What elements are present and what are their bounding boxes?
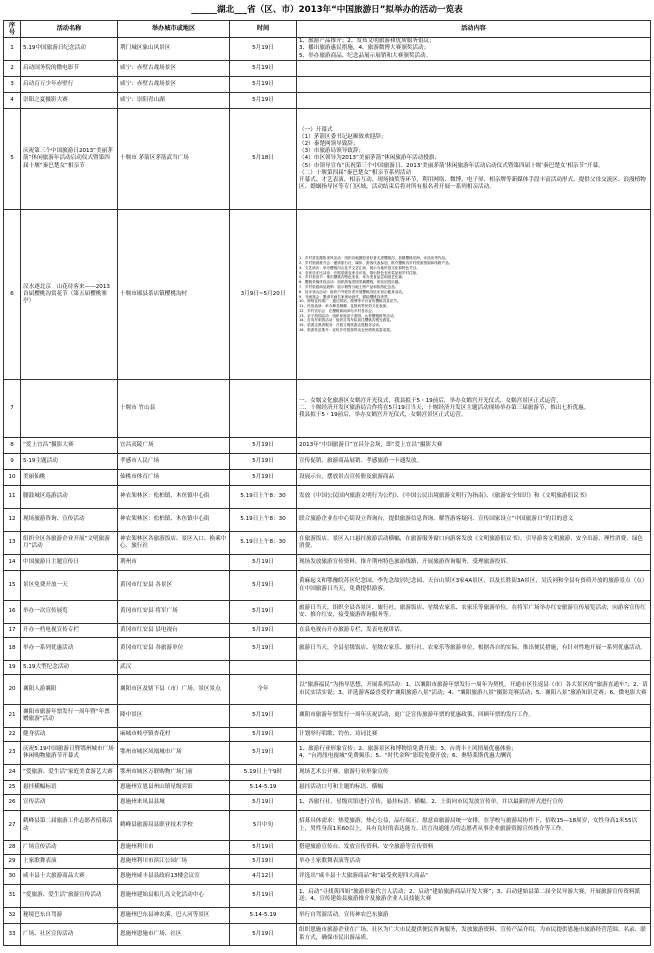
content-line: 12、乡村音乐会：在樱桃林间举办乡村音乐会。: [299, 308, 376, 313]
row-number: 11: [4, 486, 21, 509]
host-city: 恩施州利川市: [118, 841, 230, 855]
activity-time: 5月18日: [230, 109, 297, 210]
activity-time: 5月19日: [230, 795, 297, 811]
host-city: 十堰市 竹山县: [118, 380, 230, 438]
activity-name: 举办一次宣传展览: [21, 601, 118, 624]
activity-time: 5月19日: [230, 841, 297, 855]
content-line: 举行自驾游活动，宣传神农巴东旅游: [299, 911, 389, 918]
table-row: [4, 869, 651, 885]
table-row: [4, 210, 651, 380]
table-row: [4, 924, 651, 946]
content-line: 一、女娲文化旅游区女娲宫开光仪式，我县拟于5・19前后，举办女娲宫开光仪式，女娲宫景区正式运营。: [299, 397, 562, 404]
activity-name: 庆祝第三个中国旅游日2013“美丽茅箭”休闲旅游年活动启动仪式暨第四届十堰“秦巴楚女”相亲节: [21, 109, 118, 210]
activity-content: [297, 38, 651, 61]
activity-name: 宣传活动: [21, 795, 118, 811]
activity-name: 秘境巴东自驾游: [21, 908, 118, 924]
activity-name: 景区免费开放一天: [21, 571, 118, 601]
content-line: 在县电视台开办旅游专栏，发表电视讲话。: [299, 626, 406, 633]
activity-name: 庆祝5.19中国旅游日暨鄂州城市广场休闲购物旅游节开幕式: [21, 742, 118, 765]
row-number: 9: [4, 454, 21, 470]
activity-content: [297, 532, 651, 555]
activity-time: 5月19日: [230, 93, 297, 109]
content-line: 评选出“咸丰县十大旅游商品”和“最受欢迎四大商品”: [299, 872, 429, 879]
host-city: 隆中景区: [118, 705, 230, 728]
content-line: 10、网络宣传推广：通过网站、微博等平台宣传樱桃沟赏花节。: [299, 299, 401, 304]
col-header-activity-content: 活动内容: [297, 21, 651, 38]
row-number: 22: [4, 728, 21, 742]
table-row: [4, 728, 651, 742]
activity-content: [297, 855, 651, 869]
activity-time: 5月19日: [230, 77, 297, 93]
table-row: [4, 795, 651, 811]
host-city: 鄂州市城区万联购物广场门前: [118, 765, 230, 781]
content-line: （一）开幕式: [299, 126, 333, 133]
activity-name: 5·19主题活动: [21, 454, 118, 470]
host-city: 神农架林区各旅游饭店、景区入口、换乘中心、旅行社: [118, 532, 230, 555]
row-number: 6: [4, 210, 21, 380]
activity-time: 5月19日: [230, 742, 297, 765]
row-number: 28: [4, 841, 21, 855]
row-number: 29: [4, 855, 21, 869]
host-city: 襄阳市区及辖下县（市）广场、景区景点: [118, 675, 230, 705]
activity-name: “爱上宜昌”摄影大赛: [21, 438, 118, 454]
host-city: 荆州市: [118, 555, 230, 571]
activity-content: [297, 742, 651, 765]
activity-content: [297, 555, 651, 571]
host-city: 恩施州恩施市广场、社区: [118, 924, 230, 946]
host-city: 黄冈市红安县 县电视台: [118, 624, 230, 638]
content-line: 4、“台湾纽电视城”免费频乐；5、“时代金辉”影院免费开放；6、奥特莱斯优惠大酬宾: [299, 753, 512, 759]
activity-name: 汉水逐北京 山花待客来——2013首届樱桃沟赏花节（第五届樱桃寨亭）: [21, 210, 118, 380]
content-line: 黄麻起义和鄂豫皖苏区纪念园、李先念故居纪念园、天台山景区3家4A景区，以及长胜街3A景区、吴氏祠和全县有资质开放的旅游景点（点）在中国旅游日当天，免费提供游客。: [299, 578, 648, 592]
table-row: [4, 93, 651, 109]
host-city: 恩施州利川市滨江公园广场: [118, 855, 230, 869]
activity-name: 咸丰县十大旅游商品大赛: [21, 869, 118, 885]
row-number: 26: [4, 795, 21, 811]
row-number: 14: [4, 555, 21, 571]
activity-time: 全年: [230, 675, 297, 705]
table-row: [4, 781, 651, 795]
activity-content: [297, 638, 651, 661]
table-row: [4, 532, 651, 555]
activity-content: [297, 470, 651, 486]
row-number: 23: [4, 742, 21, 765]
table-row: [4, 638, 651, 661]
activity-name: 现场旅游咨询、宣传活动: [21, 509, 118, 532]
content-line: 1、启动“寻找黄四姐”旅游形象代言人活动；2、启动“建始旅游商品开发大赛”；3、启动建始县第二届全民导游大赛，开展旅游宣传资料派送；4、宣传建始县旅游推介及旅游企业人员技能大赛: [299, 888, 641, 902]
host-city: 恩施州来凤县县城: [118, 795, 230, 811]
content-line: 举办土家歌舞表演等活动: [299, 857, 361, 864]
host-city: 黄冈市红安县 各景区: [118, 571, 230, 601]
activity-content: [297, 454, 651, 470]
row-number: 5: [4, 109, 21, 210]
activity-name: 襄阳人游襄阳: [21, 675, 118, 705]
host-city: 咸宁：崇阳青山湖: [118, 93, 230, 109]
table-row: [4, 109, 651, 210]
activity-content: [297, 380, 651, 438]
table-row: [4, 811, 651, 841]
activity-name: [21, 380, 118, 438]
content-line: 悬挂活动口号和主题的标语、横幅: [299, 783, 383, 790]
activity-name: 5.19中国旅游日纪念活动: [21, 38, 118, 61]
content-line: 组织恩施市旅游企业在广场、社区为广大市民提供便民咨询服务，发放旅游资料、宣传产品介绍，为市民提供恩施市旅游经营范围、名录、联系方式，确保市民出游品质。: [299, 927, 646, 941]
host-city: 鄂州市城区凤凰城市广场: [118, 742, 230, 765]
host-city: 仙桃市体育广场: [118, 470, 230, 486]
host-city: 麻城市岐亭镇杏花村: [118, 728, 230, 742]
activity-time: 5.19日上午8：30: [230, 532, 297, 555]
row-number: 8: [4, 438, 21, 454]
table-row: [4, 885, 651, 908]
activity-name: 广场、社区宣传活动: [21, 924, 118, 946]
table-row: [4, 509, 651, 532]
host-city: 黄冈市红安县 各旅游单位: [118, 638, 230, 661]
activity-content: [297, 885, 651, 908]
table-row: [4, 571, 651, 601]
row-number: 20: [4, 675, 21, 705]
row-number: 4: [4, 93, 21, 109]
table-row: [4, 705, 651, 728]
content-line: 设展示台，摆放景点宣传册及旅游商品: [299, 473, 395, 480]
activity-content: [297, 210, 651, 380]
activity-content: [297, 728, 651, 742]
row-number: 31: [4, 885, 21, 908]
row-number: 12: [4, 509, 21, 532]
content-line: 13、亲子游园活动：组织家庭亲子游园、认养樱桃树等活动。: [299, 313, 398, 318]
activity-time: 5月19日: [230, 470, 297, 486]
activity-time: 5月中旬: [230, 811, 297, 841]
activity-time: 5月19日: [230, 571, 297, 601]
activity-content: [297, 77, 651, 93]
row-number: 25: [4, 781, 21, 795]
host-city: 宜昌夷陵广场: [118, 438, 230, 454]
activity-name: 健身活动: [21, 728, 118, 742]
content-line: 以“旅游福民”为指导思想，开展系列活动：1、以襄阳市旅游年票发行一周年为契机，开通市区往返县（市）各大景区的“旅游直通车”；2、请市民实话实说；3、评选游客最喜爱的“襄阳旅游八景”活动；4、“襄阳旅游八景”摄影竞赛活动；5、襄阳八景”旅游知识竞赛；6、微电影大赛: [299, 682, 648, 696]
col-header-activity-name: 活动名称: [21, 21, 118, 38]
activity-time: 5.19日上午8：30: [230, 509, 297, 532]
host-city: 恩施州宣恩县州山镇星级宾馆: [118, 781, 230, 795]
content-line: 发放《中国公民国内旅游文明行为公约》、《中国公民出境旅游文明行为指南》、《旅游安全知识》和《文明旅游倡议书》: [299, 493, 590, 500]
activity-time: 5月19日: [230, 705, 297, 728]
content-line: 宣传促销、旅游商品展销、孝感旅游一卡通发放。: [299, 457, 423, 464]
content-line: 开幕式、才艺表演、相亲互动、现场抽奖等环节，利用网络、微博、电子屏、相亲牌等新媒体手段丰富活动形式，提供父母交流区、浪漫植物区、婚姻指导区等专门区域。活动结束后将对所有报名者开展一系列相亲活动。: [299, 177, 646, 191]
content-line: 1、乡村赏花摄影采风活动：组织各地摄影爱好者走进樱桃沟，拍摄樱桃花海，评选优秀作品。: [299, 256, 449, 261]
activity-time: 5.19日上午9时: [230, 765, 297, 781]
row-number: 19: [4, 661, 21, 675]
activity-name: 组织全区各旅游企业开展“文明旅游月”活动: [21, 532, 118, 555]
activity-name: 鹤峰县第二届旅游工作志愿者招募活动: [21, 811, 118, 841]
activity-name: 5.19大型纪念活动: [21, 661, 118, 675]
activity-content: [297, 924, 651, 946]
table-row: [4, 61, 651, 77]
table-row: [4, 855, 651, 869]
content-line: 搭建旅游宣传台、发放宣传资料、安全旅游等宣传资料: [299, 843, 434, 850]
content-line: 2013年“中国旅游日”宜昌分会场，即“爱上宜昌”摄影大赛: [299, 441, 443, 448]
table-row: [4, 624, 651, 638]
activity-time: 5月19日: [230, 601, 297, 624]
activity-content: [297, 781, 651, 795]
col-header-time: 时间: [230, 21, 297, 38]
content-line: 2、乡村旅游推介会：邀请旅行社、媒体、游客代表参加，推介樱桃沟乡村旅游资源和线路产品。: [299, 260, 453, 265]
content-line: 16、旅游扶贫推介：宣传乡村旅游带动农民增收致富成果。: [299, 328, 394, 333]
activity-time: 5月19日: [230, 638, 297, 661]
content-line: 现场艺术公开赛，旅游行业形象宣传: [299, 768, 389, 775]
row-number: 2: [4, 61, 21, 77]
activity-content: [297, 675, 651, 705]
activity-name: 举办一系列优惠活动: [21, 638, 118, 661]
host-city: 十堰市 茅箭区茅箭武当广场: [118, 109, 230, 210]
row-number: 18: [4, 638, 21, 661]
content-line: （3）市旅游局领导致辞；: [299, 148, 365, 155]
content-line: （4）市区领导为2013“美丽茅箭”休闲旅游年活动授旗；: [299, 155, 441, 162]
activity-name: 广场宣传活动: [21, 841, 118, 855]
table-body: [4, 38, 651, 946]
activity-name: 腰鼓城区巡游活动: [21, 486, 118, 509]
activity-name: “爱旅游、爱生活”家庭美食游艺大赛: [21, 765, 118, 781]
activity-content: [297, 93, 651, 109]
activity-time: 5.19日上午8：30: [230, 486, 297, 509]
content-line: 襄阳市旅游年票发行一周年庆祝活动，更广泛宣传旅游年票的优惠政策，回顾年票的发行工作。: [299, 712, 534, 719]
activity-time: 5月19日: [230, 38, 297, 61]
activity-content: [297, 601, 651, 624]
content-line: 我县拟于5・19前后，举办女娲宫开光仪式，女娲宫景区正式运营。: [299, 412, 467, 419]
activity-name: 崇阳之夏摄影大赛: [21, 93, 118, 109]
content-line: 5、乡村美食节：推出樱桃沟特色美食，举办美食品尝和厨艺比赛。: [299, 275, 406, 280]
table-row: [4, 77, 651, 93]
activity-time: 5月19日: [230, 438, 297, 454]
row-number: 21: [4, 705, 21, 728]
host-city: 鹤峰县旅游局县职业技术学校: [118, 811, 230, 841]
activity-name: “爱旅游、爱生活”旅游宣传活动: [21, 885, 118, 908]
table-row: [4, 675, 651, 705]
content-line: 1、旅游产品推介；2、发布文明旅游和优质服务倡议；: [299, 38, 435, 45]
activity-content: [297, 869, 651, 885]
content-line: （1）茅箭区委书记赵顺致欢迎辞；: [299, 133, 387, 140]
host-city: 武汉: [118, 661, 230, 675]
col-header-host-city: 举办城市或地区: [118, 21, 230, 38]
row-number: 24: [4, 765, 21, 781]
activity-content: [297, 486, 651, 509]
table-row: [4, 470, 651, 486]
table-row: [4, 486, 651, 509]
content-line: （二）十堰第四届“秦巴楚女”相亲节系列活动: [299, 169, 412, 176]
table-row: [4, 742, 651, 765]
table-row: [4, 38, 651, 61]
host-city: 孝感市人民广场: [118, 454, 230, 470]
row-number: 15: [4, 571, 21, 601]
host-city: 咸宁：赤壁古战场景区: [118, 61, 230, 77]
content-line: 9、书画笔会：邀请书画名家现场创作，描绘樱桃沟美景。: [299, 294, 392, 299]
content-line: 5、举办旅游商品、纪念品展示展销和大赛颁奖活动。: [299, 52, 432, 59]
table-row: [4, 765, 651, 781]
activity-name: 中国旅游日主题宣传日: [21, 555, 118, 571]
activity-name: 土家歌舞表演: [21, 855, 118, 869]
row-number: 30: [4, 869, 21, 885]
activity-content: [297, 571, 651, 601]
table-row: [4, 454, 651, 470]
activity-content: [297, 811, 651, 841]
activity-time: 5月19日: [230, 924, 297, 946]
page-title: ______湖北___省（区、市）2013年“中国旅游日”拟举办的活动一览表: [191, 5, 463, 15]
activity-time: 3月9日~5月20日: [230, 210, 297, 380]
content-line: 旅游日当天，全县星级饭店、星级农家乐、旅行社、农家乐等旅游单位，根据各自的实际，推出便民措施，有针对性地开展一系列优惠活动。: [299, 645, 646, 652]
activity-content: [297, 438, 651, 454]
activity-table: [3, 20, 651, 946]
activity-content: [297, 661, 651, 675]
content-line: 二、十堰经济开发区旅游局合作将在5月19日当天，十堰经济开发区主题活动现场举办第三届旅游节，推出七折优惠。: [299, 404, 590, 411]
activity-content: [297, 841, 651, 855]
activity-name: 启动百万少年赤壁行: [21, 77, 118, 93]
table-row: [4, 841, 651, 855]
host-city: 黄冈市红安县 将军广场: [118, 601, 230, 624]
content-line: 现场发放旅游宣传资料，推介荆州特色旅游线路，开展旅游咨询服务，受理旅游投诉。: [299, 558, 512, 565]
activity-time: 5月19日: [230, 624, 297, 638]
activity-time: 5月19日: [230, 885, 297, 908]
activity-content: [297, 765, 651, 781]
row-number: 3: [4, 77, 21, 93]
activity-time: 4月12日: [230, 869, 297, 885]
activity-content: [297, 705, 651, 728]
host-city: 恩施州巴东县神农溪、巴人河等景区: [118, 908, 230, 924]
host-city: 神农架林区：松柏镇、木鱼镇中心街: [118, 509, 230, 532]
row-number: 17: [4, 624, 21, 638]
activity-time: 5月19日: [230, 454, 297, 470]
row-number: 1: [4, 38, 21, 61]
table-row: [4, 438, 651, 454]
activity-time: 5月19日: [230, 728, 297, 742]
row-number: 13: [4, 532, 21, 555]
row-number: 33: [4, 924, 21, 946]
activity-name: 启动国务院的微电影节: [21, 61, 118, 77]
activity-name: 开办一档电视宣传专栏: [21, 624, 118, 638]
activity-time: 5.14-5.19: [230, 781, 297, 795]
content-line: 4、农家乐评比活动：开展星级农家乐评选，推出特色农家菜品和乡村住宿。: [299, 270, 420, 275]
activity-name: 美丽仙桃: [21, 470, 118, 486]
activity-content: [297, 109, 651, 210]
table-row: [4, 601, 651, 624]
activity-content: [297, 61, 651, 77]
row-number: 27: [4, 811, 21, 841]
content-line: 在旅游饭店、景区入口悬挂旅游活动横幅，在旅游服务窗口向游客发放《文明旅游倡议书》，引导游客文明旅游、安全出游、理性消费、绿色消费。: [299, 535, 644, 549]
host-city: 神农架林区：松柏镇、木鱼镇中心街: [118, 486, 230, 509]
content-line: 11、民俗表演：举办舞龙舞狮、花鼓戏等民俗文化表演。: [299, 304, 390, 309]
row-number: 7: [4, 380, 21, 438]
activity-name: 悬挂横幅标语: [21, 781, 118, 795]
activity-time: 5月19日: [230, 555, 297, 571]
table-row: [4, 661, 651, 675]
table-row: [4, 908, 651, 924]
col-header-number: 序号: [4, 21, 21, 38]
table-row: [4, 555, 651, 571]
host-city: 恩施州建始县船儿岛文化活动中心: [118, 885, 230, 908]
content-line: （2）秦楚网领导致辞；: [299, 140, 359, 147]
activity-content: [297, 509, 651, 532]
activity-content: [297, 908, 651, 924]
content-line: 计划举行唱歌、钓鱼、诗词比赛: [299, 730, 378, 737]
content-line: 1、旅游行业形象宣传；2、旅游景区和博物馆免费开放；3、台湾丰土风情展优惠体验；: [299, 745, 517, 752]
host-city: 咸宁：赤壁古战场景区: [118, 77, 230, 93]
content-line: 联合旅游企业在中心街设立咨询台，提供旅游信息咨询、解答游客疑问、宣传国家设立“中国旅游日”的目的意义: [299, 516, 574, 523]
content-line: 8、徒步登山活动：组织户外爱好者开展樱桃沟徒步登山健身活动。: [299, 289, 406, 294]
content-line: 3、文艺演出：举办樱桃沟山花节文艺汇演，展示当地民俗文化和特色节目。: [299, 265, 420, 270]
host-city: 恩施州咸丰县县政府13楼会议室: [118, 869, 230, 885]
content-line: 1、各旅行社、星级宾馆进行宣传，悬挂标语、横幅。2、上街向市民发放宣传单，并以最新的形式进行宣传: [299, 798, 564, 805]
activity-content: [297, 624, 651, 638]
activity-name: 襄阳市旅游年票发行一周年暨“年票赠旅游”活动: [21, 705, 118, 728]
row-number: 32: [4, 908, 21, 924]
content-line: 6、樱桃采摘体验活动：组织游客进园采摘樱桃，体验田园乐趣。: [299, 280, 402, 285]
activity-content: [297, 795, 651, 811]
activity-time: 5月19日: [230, 855, 297, 869]
table-header-row: [4, 21, 651, 38]
activity-time: 5.14-5.19: [230, 908, 297, 924]
content-line: 7、乡村旅游商品展销：展示销售当地土特产品和旅游纪念品。: [299, 284, 399, 289]
activity-time: [230, 380, 297, 438]
activity-time: 5月19日: [230, 61, 297, 77]
host-city: 十堰市郧县茶店镇樱桃沟村: [118, 210, 230, 380]
table-row: [4, 380, 651, 438]
content-line: 3、播出旅游惠民措施，4、旅游微博大赛颁奖活动；: [299, 45, 430, 52]
activity-time: [230, 661, 297, 675]
content-line: 15、旅游志愿者服务：开展文明旅游志愿服务活动。: [299, 323, 383, 328]
row-number: 16: [4, 601, 21, 624]
host-city: 荆门城区象山风景区: [118, 38, 230, 61]
content-line: （5）市领导宣布“庆祝第三个中国旅游日、2013‘美丽茅箭’休闲旅游年活动启动仪式暨第四届十堰‘秦巴楚女’相亲节”开幕。: [299, 162, 604, 169]
row-number: 10: [4, 470, 21, 486]
content-line: 招募具体需求：热爱旅游，热心公益，品行端正、愿意由旅游局统一安排，在学校与旅游局协作下，招收15—18周岁，女性身高1米55以上，男性身高1米60以上，具有良好的表达能力、语言沟通能力的志愿者从事企业旅游资源宣传推介等工作。: [299, 818, 638, 832]
content-line: 旅游日当天，组织全县各景区、旅行社、旅游饭店、星级农家乐、农家乐等旅游单位，在将军广场举办红安旅游宣传展览活动，向游客宣传红安、推介红安，接受旅游咨询服务等。: [299, 604, 646, 618]
content-line: 14、自驾车旅游活动：组织自驾车队前往樱桃沟观光游览。: [299, 318, 394, 323]
